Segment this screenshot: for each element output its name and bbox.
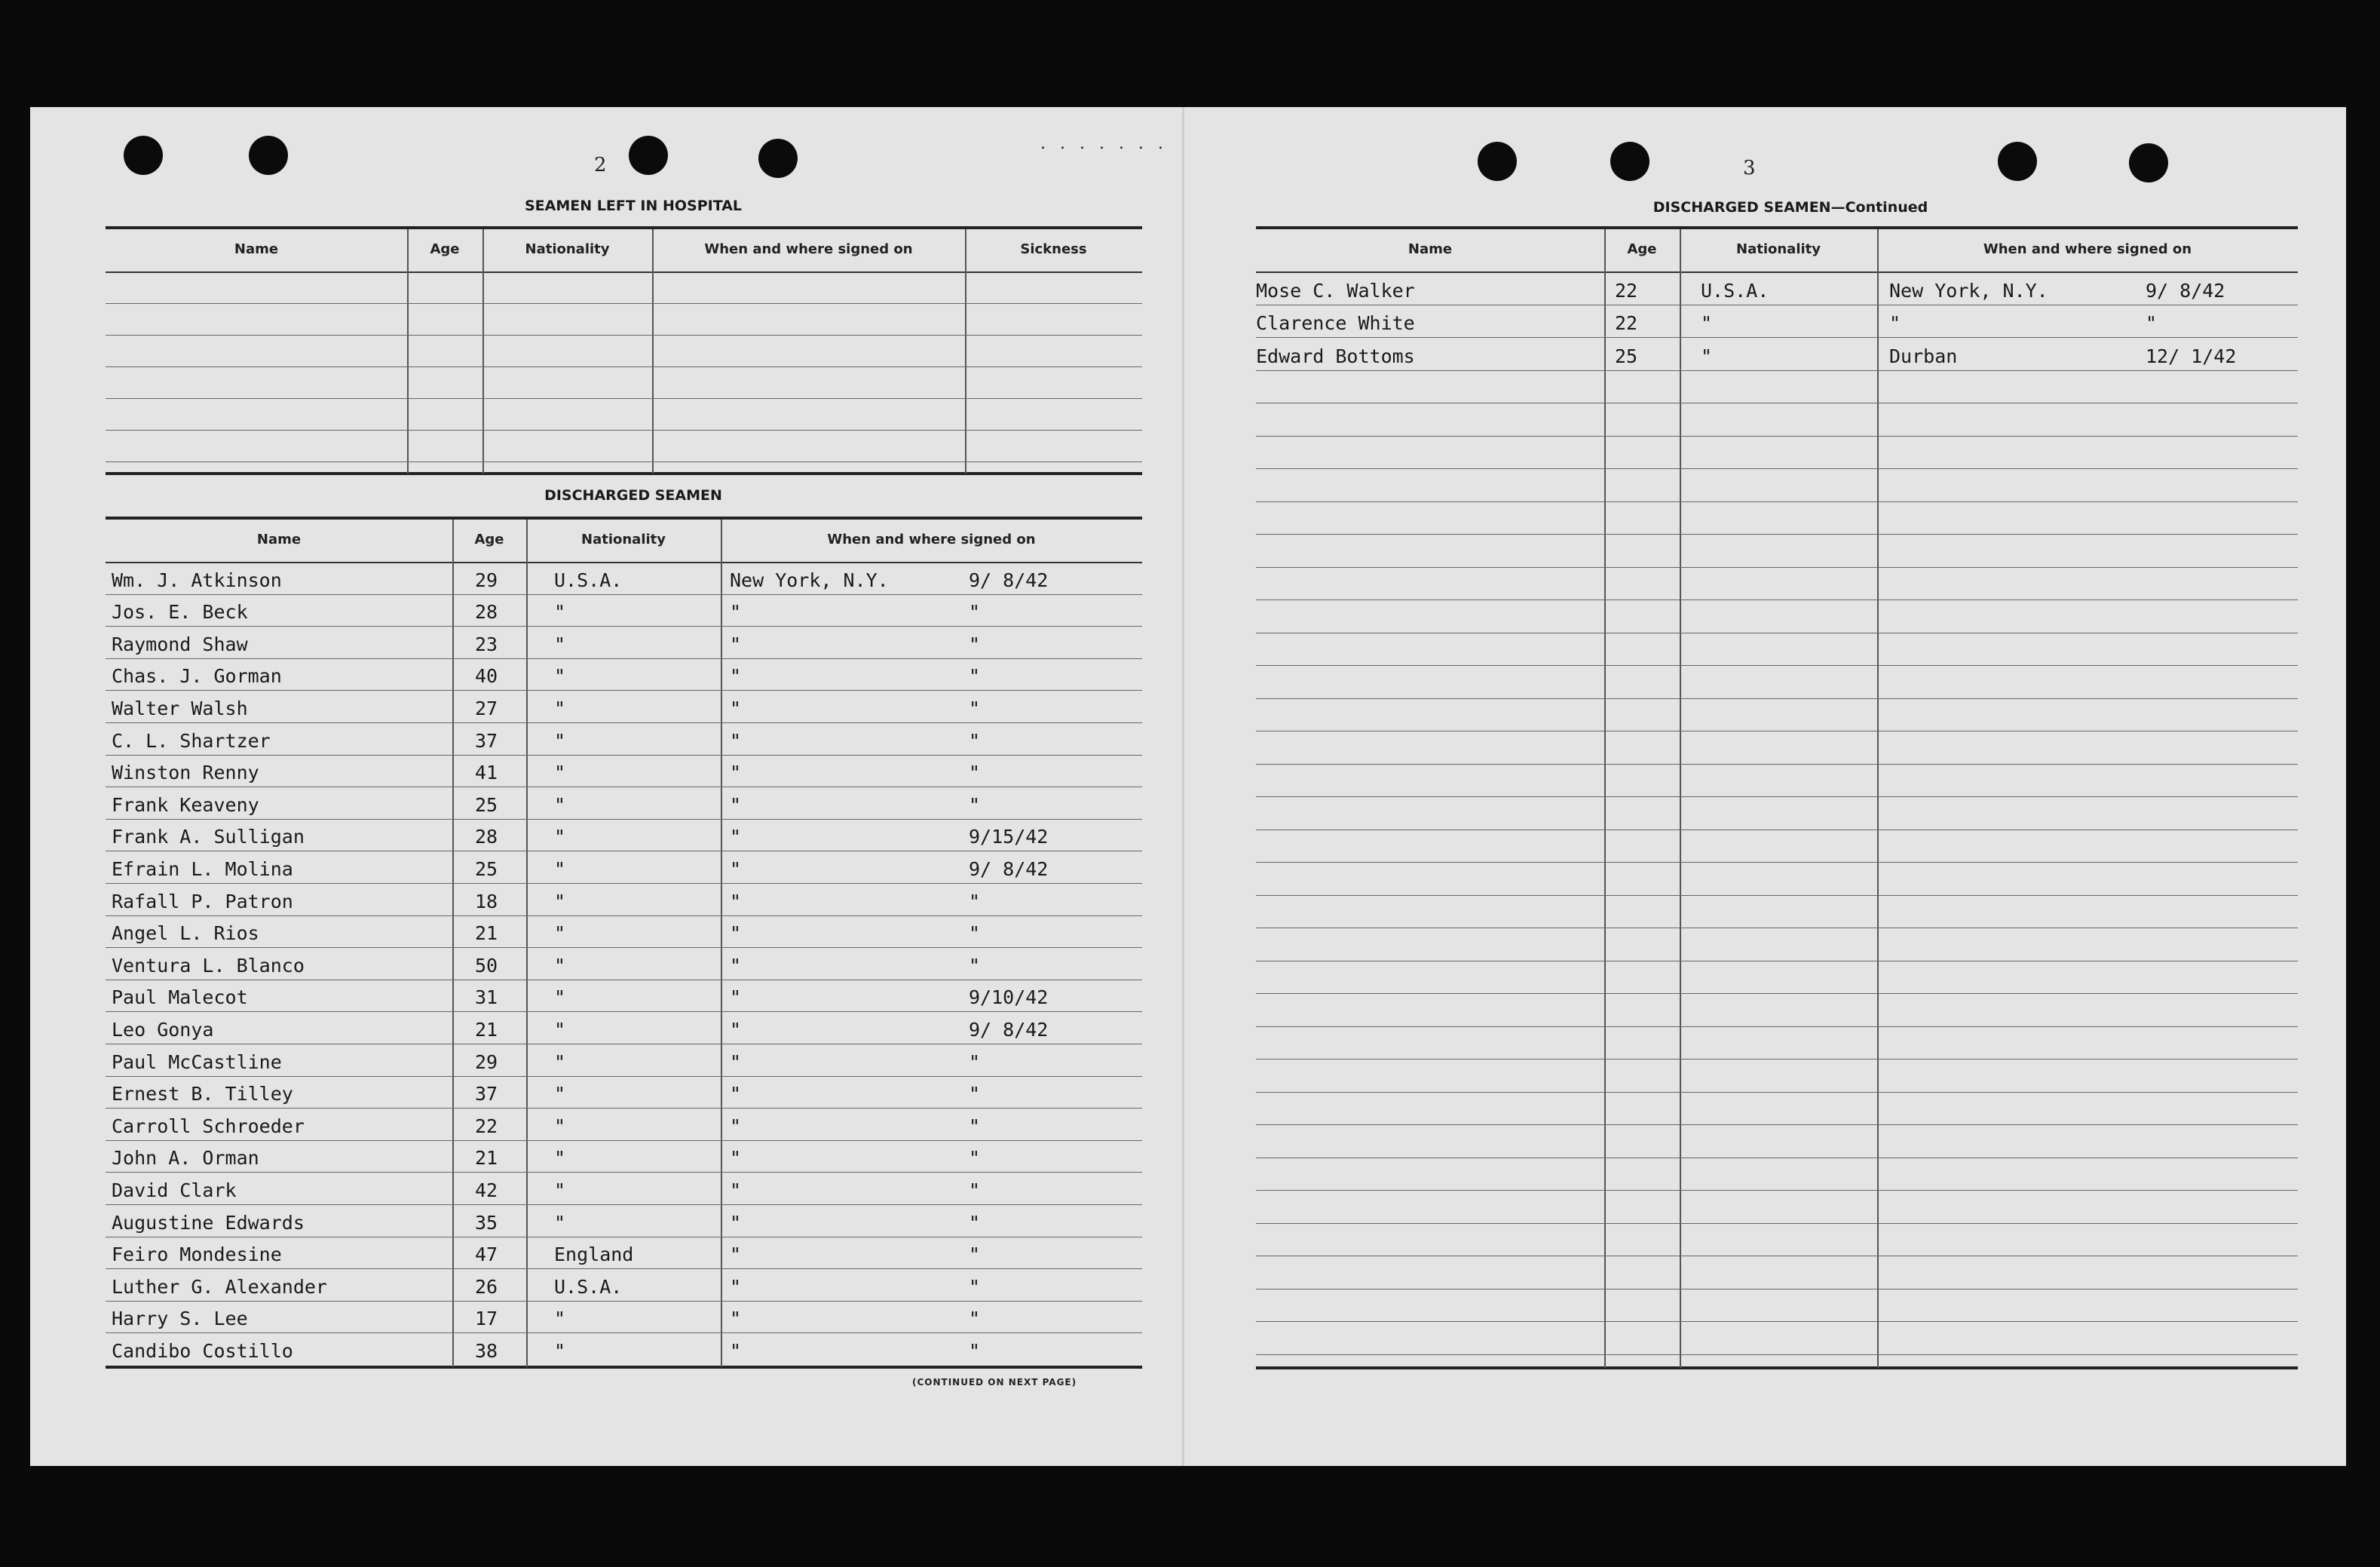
signed-on-place: New York, N.Y.: [1889, 279, 2048, 302]
seaman-name: Angel L. Rios: [112, 922, 259, 945]
ruled-line: [1256, 993, 2298, 994]
seaman-nationality: U.S.A.: [554, 569, 623, 591]
column-divider: [652, 229, 654, 474]
column-divider: [965, 229, 966, 474]
page-number-right: 3: [1743, 157, 1756, 179]
signed-on-place: ": [730, 1147, 742, 1170]
signed-on-date: ": [969, 633, 981, 655]
ruled-line: [1256, 764, 2298, 765]
signed-on-place: ": [730, 1275, 742, 1298]
seaman-nationality: ": [554, 826, 566, 848]
table-header-rule: [106, 271, 1142, 273]
seaman-age: 38: [475, 1340, 498, 1362]
seaman-age: 29: [475, 1050, 498, 1073]
signed-on-place: ": [730, 601, 742, 624]
column-divider: [1877, 229, 1879, 1368]
seaman-age: 25: [475, 858, 498, 880]
seaman-name: Feiro Mondesine: [112, 1243, 282, 1266]
seaman-nationality: ": [554, 954, 566, 977]
ruled-line: [1256, 665, 2298, 666]
signed-on-place: ": [730, 1340, 742, 1362]
discharged-section-title: DISCHARGED SEAMEN: [544, 487, 722, 504]
punch-hole: [629, 136, 668, 175]
table-row: [106, 948, 1142, 980]
discharged-continued-table: [1256, 226, 2298, 1369]
punch-hole: [1478, 142, 1517, 181]
ruled-line: [1256, 1321, 2298, 1322]
signed-on-date: ": [969, 601, 981, 624]
table-row: [106, 787, 1142, 819]
ruled-line: [1256, 829, 2298, 830]
ruled-line: [1256, 1223, 2298, 1224]
table-row: [106, 1333, 1142, 1365]
seaman-age: 23: [475, 633, 498, 655]
seaman-age: 22: [1615, 279, 1638, 302]
seaman-name: Winston Renny: [112, 762, 259, 784]
seaman-age: 41: [475, 762, 498, 784]
ruled-line: [106, 398, 1142, 399]
column-header: Age: [1627, 241, 1657, 257]
table-bottom-rule: [1256, 1366, 2298, 1369]
seaman-nationality: ": [554, 1019, 566, 1041]
signed-on-date: ": [969, 1083, 981, 1105]
hospital-section-title: SEAMEN LEFT IN HOSPITAL: [524, 198, 743, 214]
seaman-age: 37: [475, 729, 498, 752]
seaman-nationality: ": [554, 922, 566, 945]
seaman-name: Candibo Costillo: [112, 1340, 293, 1362]
signed-on-place: ": [1889, 312, 1901, 334]
continued-note: (CONTINUED ON NEXT PAGE): [912, 1377, 1077, 1388]
hospital-table: [106, 226, 1142, 475]
ruled-line: [1256, 567, 2298, 568]
table-row: [106, 1140, 1142, 1172]
signed-on-date: ": [969, 1147, 981, 1170]
signed-on-date: 9/ 8/42: [2146, 279, 2225, 302]
seaman-nationality: ": [554, 986, 566, 1009]
seaman-age: 42: [475, 1179, 498, 1201]
seaman-nationality: ": [554, 1083, 566, 1105]
punch-hole: [249, 136, 288, 175]
seaman-nationality: ": [554, 1050, 566, 1073]
seaman-name: Walter Walsh: [112, 698, 248, 719]
signed-on-date: 9/ 8/42: [969, 569, 1049, 591]
signed-on-place: ": [730, 1083, 742, 1105]
table-row: [106, 1076, 1142, 1108]
signed-on-date: ": [969, 1115, 981, 1137]
signed-on-date: 9/15/42: [969, 826, 1049, 848]
signed-on-place: ": [730, 1211, 742, 1234]
signed-on-date: ": [969, 1340, 981, 1362]
seaman-nationality: ": [554, 665, 566, 688]
table-row: [106, 723, 1142, 755]
seaman-age: 21: [475, 922, 498, 945]
ruled-line: [106, 335, 1142, 336]
signed-on-place: ": [730, 729, 742, 752]
signed-on-place: ": [730, 762, 742, 784]
signed-on-place: ": [730, 1019, 742, 1041]
table-row: [106, 563, 1142, 594]
seaman-age: 21: [475, 1019, 498, 1041]
signed-on-place: ": [730, 1179, 742, 1201]
seaman-age: 22: [475, 1115, 498, 1137]
seaman-name: Ernest B. Tilley: [112, 1083, 293, 1105]
seaman-age: 26: [475, 1275, 498, 1298]
table-row: [106, 1269, 1142, 1301]
punch-hole: [758, 139, 798, 178]
seaman-name: Raymond Shaw: [112, 633, 248, 655]
signed-on-place: ": [730, 633, 742, 655]
seaman-nationality: England: [554, 1243, 634, 1266]
column-divider: [1604, 229, 1606, 1368]
seaman-name: Chas. J. Gorman: [112, 665, 282, 688]
seaman-name: Leo Gonya: [112, 1019, 214, 1041]
column-header: Age: [430, 241, 460, 257]
column-header: When and where signed on: [827, 532, 1036, 547]
seaman-age: 40: [475, 665, 498, 688]
signed-on-date: ": [969, 793, 981, 816]
punch-hole: [1998, 142, 2037, 181]
seaman-name: Wm. J. Atkinson: [112, 569, 282, 591]
seaman-nationality: ": [554, 698, 566, 719]
seaman-age: 22: [1615, 312, 1638, 334]
column-header: When and where signed on: [704, 241, 913, 257]
table-row: [106, 1173, 1142, 1204]
seaman-age: 35: [475, 1211, 498, 1234]
table-row: [106, 819, 1142, 851]
table-row: [106, 915, 1142, 947]
seaman-name: John A. Orman: [112, 1147, 259, 1170]
ruled-line: [1256, 1026, 2298, 1027]
table-row: [106, 980, 1142, 1011]
signed-on-place: ": [730, 858, 742, 880]
seaman-nationality: ": [1701, 345, 1713, 367]
seaman-age: 28: [475, 601, 498, 624]
table-row: [106, 755, 1142, 787]
table-top-rule: [1256, 226, 2298, 229]
column-divider: [407, 229, 409, 474]
seaman-name: Mose C. Walker: [1256, 279, 1415, 302]
seaman-nationality: ": [554, 729, 566, 752]
seaman-nationality: U.S.A.: [554, 1275, 623, 1298]
ruled-line: [1256, 436, 2298, 437]
seaman-age: 25: [1615, 345, 1638, 367]
seaman-name: Edward Bottoms: [1256, 345, 1415, 367]
signed-on-place: ": [730, 986, 742, 1009]
ruled-line: [1256, 698, 2298, 699]
table-row: [106, 1109, 1142, 1140]
column-header: Name: [256, 532, 302, 547]
column-divider: [482, 229, 484, 474]
column-header: Sickness: [1020, 241, 1087, 257]
seaman-age: 25: [475, 793, 498, 816]
column-divider: [1680, 229, 1681, 1368]
ruled-line: [1256, 1092, 2298, 1093]
ruled-line: [1256, 370, 2298, 371]
table-row: [106, 691, 1142, 722]
signed-on-date: 9/10/42: [969, 986, 1049, 1009]
signed-on-date: 12/ 1/42: [2146, 345, 2237, 367]
column-header: Nationality: [581, 532, 666, 547]
seaman-name: Jos. E. Beck: [112, 601, 248, 624]
seaman-nationality: ": [554, 858, 566, 880]
seaman-name: Frank Keaveny: [112, 793, 259, 816]
seaman-name: Paul Malecot: [112, 986, 248, 1009]
seaman-name: C. L. Shartzer: [112, 729, 271, 752]
seaman-age: 31: [475, 986, 498, 1009]
signed-on-place: ": [730, 826, 742, 848]
signed-on-place: ": [730, 1050, 742, 1073]
ruled-line: [1256, 534, 2298, 535]
signed-on-date: ": [969, 1179, 981, 1201]
signed-on-place: New York, N.Y.: [730, 569, 889, 591]
seaman-nationality: ": [554, 1147, 566, 1170]
scan-specks: . . . . . . .: [1040, 134, 1168, 153]
seaman-age: 18: [475, 890, 498, 912]
signed-on-place: ": [730, 665, 742, 688]
ruled-line: [1256, 1124, 2298, 1125]
signed-on-date: ": [969, 1211, 981, 1234]
table-bottom-rule: [106, 472, 1142, 475]
table-row: [106, 594, 1142, 626]
seaman-nationality: ": [554, 1115, 566, 1137]
signed-on-place: ": [730, 922, 742, 945]
seaman-name: Rafall P. Patron: [112, 890, 293, 912]
ruled-line: [106, 303, 1142, 304]
table-row: [106, 658, 1142, 690]
table-row: [106, 627, 1142, 658]
signed-on-date: ": [2146, 312, 2158, 334]
table-row: [106, 851, 1142, 883]
seaman-nationality: ": [554, 793, 566, 816]
seaman-name: Augustine Edwards: [112, 1211, 305, 1234]
ruled-line: [1256, 1354, 2298, 1355]
seaman-nationality: ": [554, 1308, 566, 1330]
seaman-nationality: ": [554, 1211, 566, 1234]
seaman-name: David Clark: [112, 1179, 237, 1201]
signed-on-place: ": [730, 1115, 742, 1137]
seaman-name: Luther G. Alexander: [112, 1275, 327, 1298]
seaman-age: 50: [475, 954, 498, 977]
seaman-nationality: ": [554, 890, 566, 912]
seaman-age: 28: [475, 826, 498, 848]
table-row: [106, 1044, 1142, 1076]
signed-on-date: ": [969, 954, 981, 977]
column-header: Name: [1407, 241, 1453, 257]
seaman-age: 27: [475, 698, 498, 719]
seaman-nationality: ": [554, 762, 566, 784]
signed-on-date: ": [969, 698, 981, 719]
column-header: Name: [234, 241, 279, 257]
signed-on-date: ": [969, 665, 981, 688]
table-top-rule: [106, 517, 1142, 520]
seaman-nationality: ": [554, 601, 566, 624]
table-row: [106, 884, 1142, 915]
signed-on-date: ": [969, 1243, 981, 1266]
signed-on-place: ": [730, 890, 742, 912]
seaman-age: 47: [475, 1243, 498, 1266]
table-row: [106, 1205, 1142, 1237]
ruled-line: [1256, 1190, 2298, 1191]
seaman-name: Ventura L. Blanco: [112, 954, 305, 977]
ruled-line: [1256, 796, 2298, 797]
punch-hole: [124, 136, 163, 175]
punch-hole: [1610, 142, 1649, 181]
signed-on-place: ": [730, 1308, 742, 1330]
signed-on-place: ": [730, 698, 742, 719]
seaman-nationality: ": [554, 1340, 566, 1362]
seaman-age: 21: [475, 1147, 498, 1170]
discharged-continued-title: DISCHARGED SEAMEN—Continued: [1653, 199, 1928, 216]
signed-on-date: 9/ 8/42: [969, 858, 1049, 880]
signed-on-place: Durban: [1889, 345, 1958, 367]
ruled-line: [1256, 862, 2298, 863]
table-row: [106, 1237, 1142, 1268]
ruled-line: [1256, 501, 2298, 502]
seaman-nationality: U.S.A.: [1701, 279, 1769, 302]
document-spread: [30, 107, 2346, 1466]
table-bottom-rule: [106, 1366, 1142, 1369]
table-row: [1256, 305, 2298, 337]
ruled-line: [1256, 468, 2298, 469]
seaman-name: Frank A. Sulligan: [112, 826, 305, 848]
signed-on-place: ": [730, 793, 742, 816]
table-row: [106, 1012, 1142, 1044]
column-header: Nationality: [1736, 241, 1821, 257]
page-fold: [1182, 107, 1184, 1466]
table-row: [1256, 273, 2298, 305]
seaman-name: Efrain L. Molina: [112, 858, 293, 880]
signed-on-date: 9/ 8/42: [969, 1019, 1049, 1041]
seaman-name: Paul McCastline: [112, 1050, 282, 1073]
ruled-line: [1256, 895, 2298, 896]
signed-on-date: ": [969, 1050, 981, 1073]
page-number-left: 2: [594, 154, 607, 176]
signed-on-date: ": [969, 922, 981, 945]
ruled-line: [106, 430, 1142, 431]
seaman-nationality: ": [1701, 312, 1713, 334]
seaman-nationality: ": [554, 1179, 566, 1201]
seaman-name: Clarence White: [1256, 312, 1415, 334]
signed-on-date: ": [969, 762, 981, 784]
signed-on-date: ": [969, 729, 981, 752]
column-header: Age: [474, 532, 504, 547]
signed-on-place: ": [730, 954, 742, 977]
signed-on-date: ": [969, 1275, 981, 1298]
seaman-age: 29: [475, 569, 498, 591]
column-header: Nationality: [525, 241, 610, 257]
seaman-age: 17: [475, 1308, 498, 1330]
signed-on-place: ": [730, 1243, 742, 1266]
seaman-age: 37: [475, 1083, 498, 1105]
ruled-line: [106, 366, 1142, 367]
seaman-nationality: ": [554, 633, 566, 655]
table-top-rule: [106, 226, 1142, 229]
seaman-name: Harry S. Lee: [112, 1308, 248, 1330]
discharged-table: [106, 517, 1142, 1369]
signed-on-date: ": [969, 890, 981, 912]
signed-on-date: ": [969, 1308, 981, 1330]
seaman-name: Carroll Schroeder: [112, 1115, 305, 1137]
column-header: When and where signed on: [1983, 241, 2192, 257]
punch-hole: [2129, 143, 2168, 182]
table-row: [1256, 339, 2298, 370]
table-row: [106, 1301, 1142, 1332]
